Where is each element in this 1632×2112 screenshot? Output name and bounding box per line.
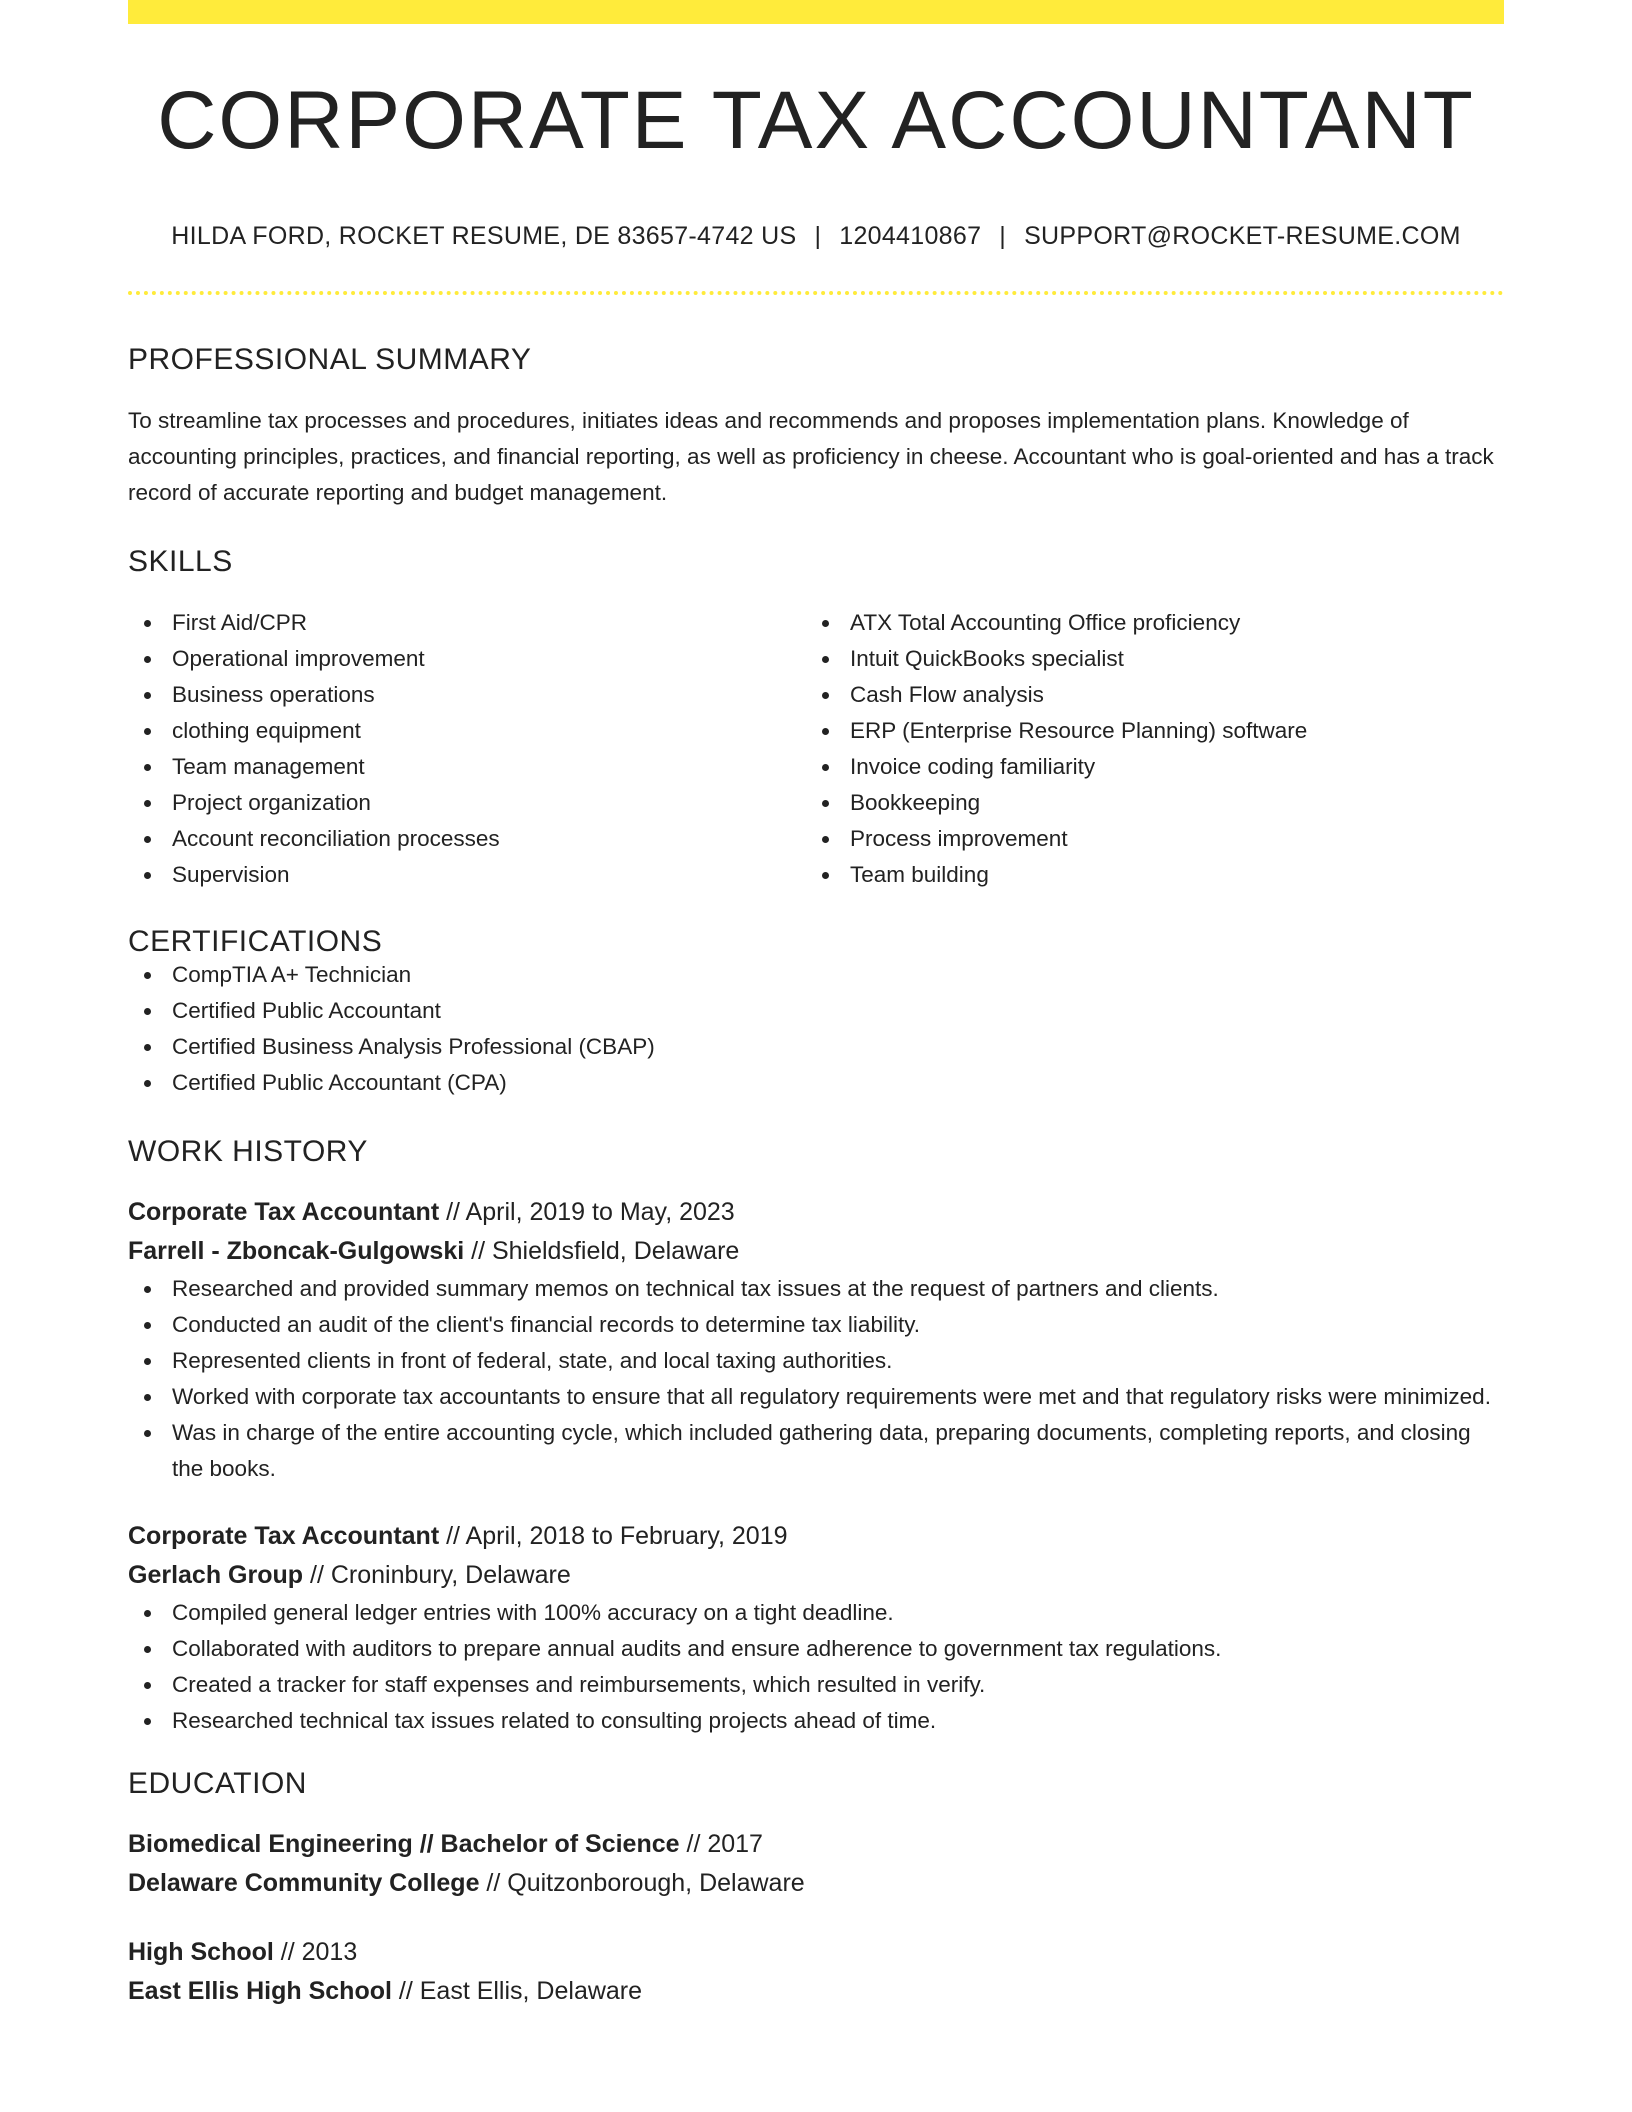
skills-column-right <box>806 605 1484 893</box>
skill-item: ATX Total Accounting Office proficiency <box>806 605 1484 641</box>
dotted-divider <box>128 291 1504 295</box>
job-duty: Worked with corporate tax accountants to ensure that all regulatory requirements were met and that regulatory risks were minimized. <box>128 1379 1504 1415</box>
education-school-line <box>128 1972 1504 2011</box>
job-title: Corporate Tax Accountant <box>128 1522 440 1550</box>
contact-address: HILDA FORD, ROCKET RESUME, DE 83657-4742 US <box>171 222 797 250</box>
education-degree: High School <box>128 1938 274 1966</box>
job-title-line <box>128 1193 1504 1232</box>
resume-title: CORPORATE TAX ACCOUNTANT <box>157 75 1475 166</box>
job-duties-list <box>128 1595 1504 1739</box>
skill-item: Bookkeeping <box>806 785 1484 821</box>
skill-item: Team management <box>128 749 806 785</box>
education-heading: EDUCATION <box>128 1767 307 1800</box>
job-duty: Represented clients in front of federal, state, and local taxing authorities. <box>128 1343 1504 1379</box>
education-school: Delaware Community College <box>128 1869 480 1897</box>
education-location: // East Ellis, Delaware <box>391 1977 643 2005</box>
job-company: Gerlach Group <box>128 1561 304 1589</box>
summary-text: To streamline tax processes and procedures, initiates ideas and recommends and proposes implementation plans. Knowledge of accounting principles, practices, and financial reporting, as well as proficiency in cheese. Accountant who is goal-oriented and has a track record of accurate reporting and budget management. <box>128 408 1494 505</box>
contact-email: SUPPORT@ROCKET-RESUME.COM <box>1024 222 1461 250</box>
job-company: Farrell - Zboncak-Gulgowski <box>128 1237 465 1265</box>
skill-item: Invoice coding familiarity <box>806 749 1484 785</box>
education-location: // Quitzonborough, Delaware <box>479 1869 805 1897</box>
education-degree: Biomedical Engineering // Bachelor of Science <box>128 1830 680 1858</box>
education-school: East Ellis High School <box>128 1977 392 2005</box>
certification-item: Certified Business Analysis Professional (CBAP) <box>128 1029 1504 1065</box>
certification-item: Certified Public Accountant (CPA) <box>128 1065 1504 1101</box>
skills-grid <box>128 605 1504 893</box>
contact-separator: | <box>999 222 1007 250</box>
job-company-line <box>128 1556 1504 1595</box>
education-year: // 2017 <box>679 1830 763 1858</box>
skill-item: Cash Flow analysis <box>806 677 1484 713</box>
job-location: // Croninbury, Delaware <box>303 1561 571 1589</box>
job-title: Corporate Tax Accountant <box>128 1198 440 1226</box>
skills-list-left <box>128 605 806 893</box>
job-duty: Was in charge of the entire accounting cycle, which included gathering data, preparing documents, completing reports, and closing the books. <box>128 1415 1504 1487</box>
certifications-list <box>128 957 1504 1101</box>
certification-item: CompTIA A+ Technician <box>128 957 1504 993</box>
job-duty: Researched and provided summary memos on technical tax issues at the request of partners and clients. <box>128 1271 1504 1307</box>
contact-line <box>128 224 1504 249</box>
job-duty: Conducted an audit of the client's financial records to determine tax liability. <box>128 1307 1504 1343</box>
job-duty: Researched technical tax issues related to consulting projects ahead of time. <box>128 1703 1504 1739</box>
resume-page <box>128 0 1504 2011</box>
accent-bar <box>128 0 1504 24</box>
education-year: // 2013 <box>273 1938 358 1966</box>
skill-item: Account reconciliation processes <box>128 821 806 857</box>
job-duties-list <box>128 1271 1504 1487</box>
work-history-heading: WORK HISTORY <box>128 1135 368 1168</box>
skills-column-left <box>128 605 806 893</box>
contact-phone: 1204410867 <box>839 222 982 250</box>
skill-item: Project organization <box>128 785 806 821</box>
skill-item: clothing equipment <box>128 713 806 749</box>
job-duty: Created a tracker for staff expenses and reimbursements, which resulted in verify. <box>128 1667 1504 1703</box>
skill-item: First Aid/CPR <box>128 605 806 641</box>
education-degree-line <box>128 1933 1504 1972</box>
job-duty: Collaborated with auditors to prepare annual audits and ensure adherence to government tax regulations. <box>128 1631 1504 1667</box>
skill-item: Intuit QuickBooks specialist <box>806 641 1484 677</box>
skills-list-right <box>806 605 1484 893</box>
skill-item: Operational improvement <box>128 641 806 677</box>
certification-item: Certified Public Accountant <box>128 993 1504 1029</box>
job-dates: // April, 2019 to May, 2023 <box>439 1198 735 1226</box>
skill-item: Team building <box>806 857 1484 893</box>
summary-heading: PROFESSIONAL SUMMARY <box>128 343 532 376</box>
education-school-line <box>128 1864 1504 1903</box>
education-degree-line <box>128 1825 1504 1864</box>
contact-separator: | <box>814 222 822 250</box>
job-dates: // April, 2018 to February, 2019 <box>439 1522 788 1550</box>
job-location: // Shieldsfield, Delaware <box>464 1237 740 1265</box>
skill-item: Business operations <box>128 677 806 713</box>
skill-item: ERP (Enterprise Resource Planning) software <box>806 713 1484 749</box>
skill-item: Process improvement <box>806 821 1484 857</box>
skills-heading: SKILLS <box>128 545 233 578</box>
job-duty: Compiled general ledger entries with 100% accuracy on a tight deadline. <box>128 1595 1504 1631</box>
certifications-heading: CERTIFICATIONS <box>128 925 383 958</box>
job-company-line <box>128 1232 1504 1271</box>
job-title-line <box>128 1517 1504 1556</box>
skill-item: Supervision <box>128 857 806 893</box>
